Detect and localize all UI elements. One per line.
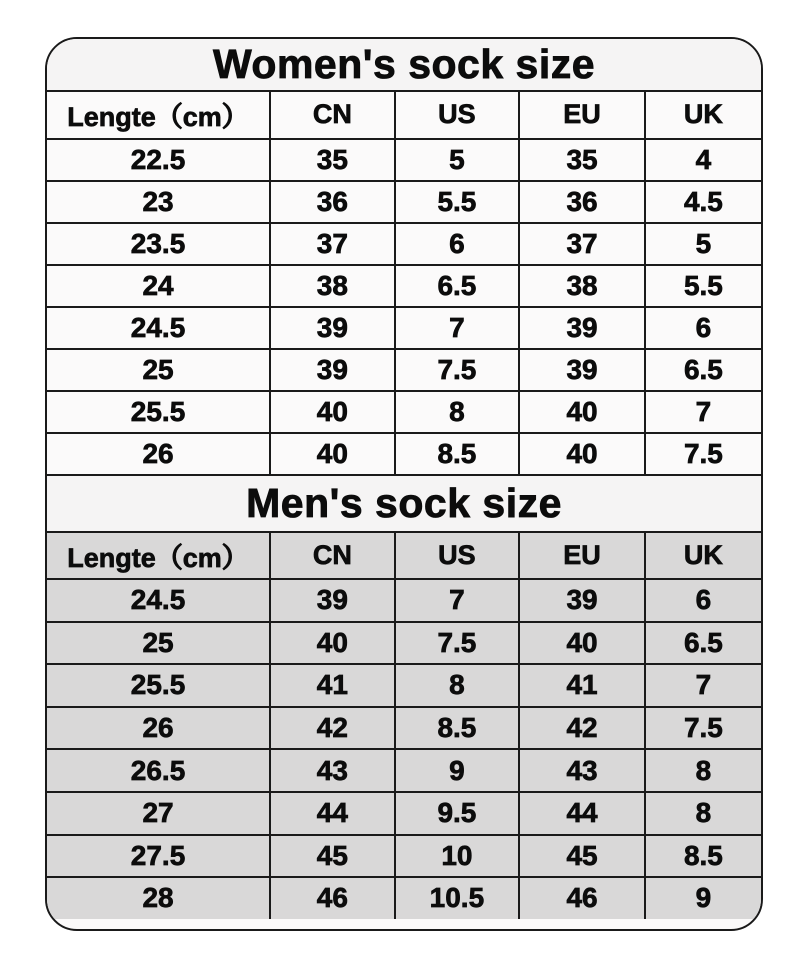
table-cell: 7.5	[394, 350, 519, 390]
header-cell: EU	[518, 92, 644, 138]
table-cell: 6	[394, 224, 519, 264]
header-cell: US	[394, 533, 519, 579]
table-row	[47, 834, 761, 877]
table-cell: 43	[269, 750, 394, 791]
table-cell: 39	[269, 580, 394, 621]
table-row	[47, 348, 761, 390]
table-cell: 35	[518, 140, 644, 180]
table-cell: 7.5	[394, 623, 519, 664]
table-cell: 8.5	[644, 836, 761, 877]
table-cell: 5.5	[394, 182, 519, 222]
table-cell: 39	[269, 350, 394, 390]
table-row	[47, 578, 761, 621]
table-cell: 40	[518, 392, 644, 432]
mens-table-header-row	[47, 531, 761, 579]
mens-table-body	[47, 578, 761, 919]
mens-table-title: Men's sock size	[47, 474, 761, 531]
womens-table-header-row	[47, 90, 761, 138]
table-cell: 10.5	[394, 878, 519, 919]
table-cell: 7	[644, 392, 761, 432]
table-cell: 42	[518, 708, 644, 749]
table-cell: 41	[518, 665, 644, 706]
table-cell: 8.5	[394, 708, 519, 749]
table-cell: 37	[269, 224, 394, 264]
table-cell: 39	[518, 580, 644, 621]
table-row	[47, 791, 761, 834]
table-row	[47, 621, 761, 664]
table-cell: 40	[269, 392, 394, 432]
table-cell: 38	[518, 266, 644, 306]
table-cell: 40	[269, 434, 394, 474]
table-cell: 9	[644, 878, 761, 919]
table-cell: 4.5	[644, 182, 761, 222]
table-cell: 42	[269, 708, 394, 749]
table-cell: 36	[269, 182, 394, 222]
table-cell: 40	[518, 623, 644, 664]
table-cell: 45	[269, 836, 394, 877]
table-cell: 36	[518, 182, 644, 222]
table-cell: 39	[269, 308, 394, 348]
table-row	[47, 876, 761, 919]
table-cell: 9.5	[394, 793, 519, 834]
mens-sock-size-table	[47, 474, 761, 919]
header-cell: UK	[644, 92, 761, 138]
table-cell: 4	[644, 140, 761, 180]
table-cell: 44	[518, 793, 644, 834]
table-cell: 24	[47, 266, 269, 306]
sock-size-chart-card	[45, 37, 763, 931]
table-cell: 7	[644, 665, 761, 706]
table-cell: 27	[47, 793, 269, 834]
table-cell: 6	[644, 580, 761, 621]
table-cell: 7.5	[644, 434, 761, 474]
table-cell: 5	[644, 224, 761, 264]
table-cell: 6.5	[644, 623, 761, 664]
table-row	[47, 663, 761, 706]
table-cell: 24.5	[47, 580, 269, 621]
table-cell: 9	[394, 750, 519, 791]
table-cell: 41	[269, 665, 394, 706]
table-cell: 23	[47, 182, 269, 222]
table-cell: 8	[644, 750, 761, 791]
womens-table-body	[47, 138, 761, 474]
header-cell: UK	[644, 533, 761, 579]
table-row	[47, 390, 761, 432]
table-cell: 7.5	[644, 708, 761, 749]
table-cell: 28	[47, 878, 269, 919]
table-cell: 39	[518, 350, 644, 390]
table-row	[47, 138, 761, 180]
header-cell: CN	[269, 92, 394, 138]
table-row	[47, 706, 761, 749]
table-cell: 24.5	[47, 308, 269, 348]
table-cell: 25.5	[47, 665, 269, 706]
table-cell: 6.5	[644, 350, 761, 390]
table-cell: 6.5	[394, 266, 519, 306]
table-cell: 46	[518, 878, 644, 919]
table-cell: 40	[518, 434, 644, 474]
table-row	[47, 432, 761, 474]
table-row	[47, 180, 761, 222]
table-cell: 26	[47, 708, 269, 749]
table-cell: 37	[518, 224, 644, 264]
table-cell: 5.5	[644, 266, 761, 306]
table-cell: 38	[269, 266, 394, 306]
header-cell: CN	[269, 533, 394, 579]
table-cell: 7	[394, 580, 519, 621]
table-cell: 43	[518, 750, 644, 791]
table-row	[47, 748, 761, 791]
table-cell: 45	[518, 836, 644, 877]
table-cell: 7	[394, 308, 519, 348]
table-cell: 27.5	[47, 836, 269, 877]
table-cell: 10	[394, 836, 519, 877]
womens-sock-size-table	[47, 39, 761, 474]
table-cell: 25	[47, 350, 269, 390]
table-cell: 8	[644, 793, 761, 834]
table-cell: 25.5	[47, 392, 269, 432]
table-cell: 35	[269, 140, 394, 180]
table-row	[47, 306, 761, 348]
header-cell: EU	[518, 533, 644, 579]
table-cell: 23.5	[47, 224, 269, 264]
table-row	[47, 222, 761, 264]
womens-table-title: Women's sock size	[47, 39, 761, 90]
table-cell: 5	[394, 140, 519, 180]
table-cell: 44	[269, 793, 394, 834]
table-cell: 8.5	[394, 434, 519, 474]
table-cell: 8	[394, 665, 519, 706]
table-cell: 26	[47, 434, 269, 474]
header-cell: Lengte（cm）	[47, 533, 269, 579]
table-row	[47, 264, 761, 306]
header-cell: US	[394, 92, 519, 138]
table-cell: 40	[269, 623, 394, 664]
table-cell: 26.5	[47, 750, 269, 791]
table-cell: 8	[394, 392, 519, 432]
table-cell: 6	[644, 308, 761, 348]
table-cell: 46	[269, 878, 394, 919]
header-cell: Lengte（cm）	[47, 92, 269, 138]
table-cell: 22.5	[47, 140, 269, 180]
table-cell: 25	[47, 623, 269, 664]
table-cell: 39	[518, 308, 644, 348]
